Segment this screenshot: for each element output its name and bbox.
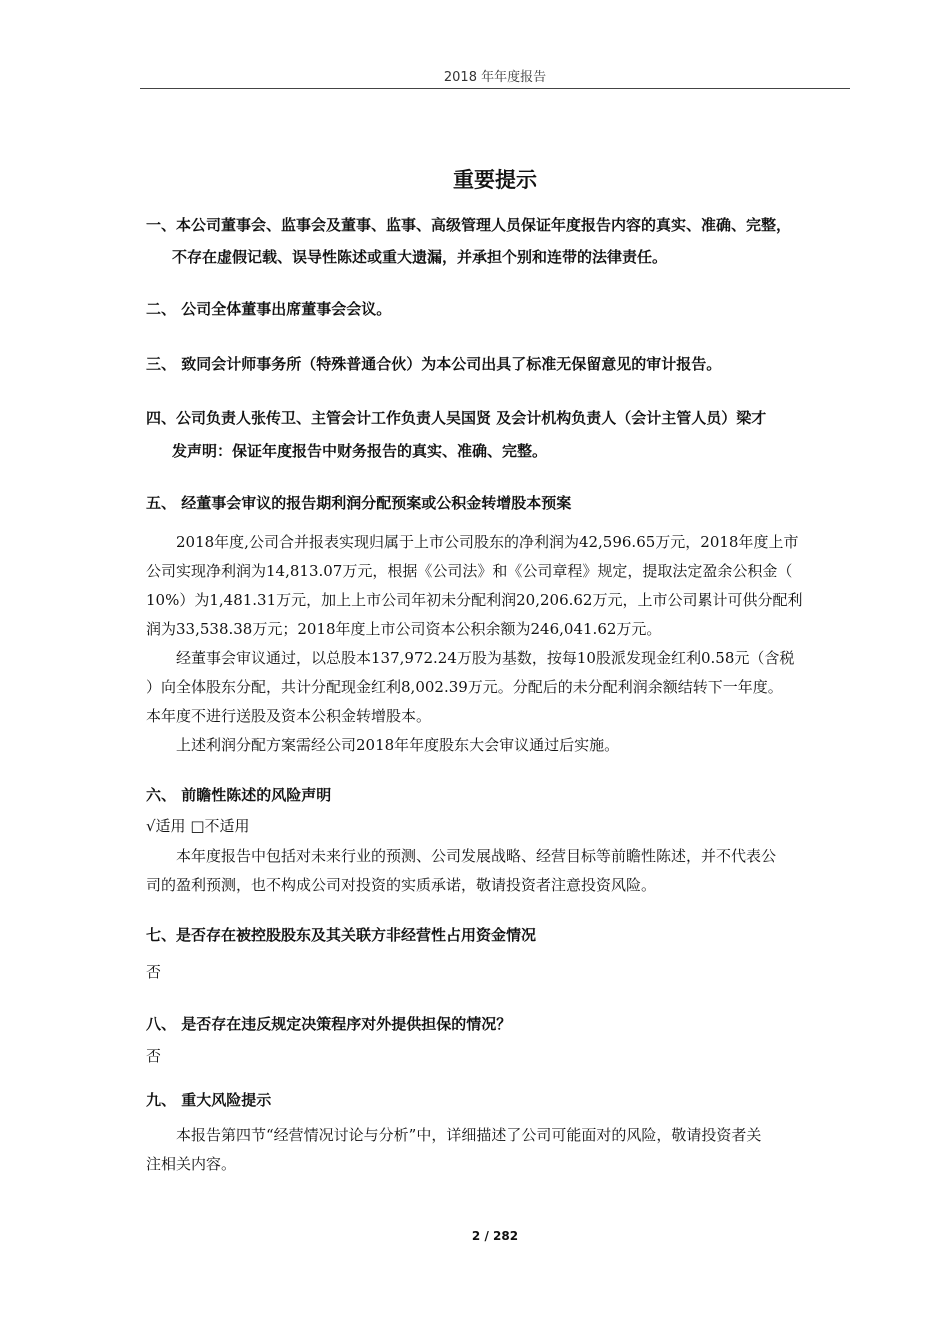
section-1-heading (146, 210, 850, 241)
section-4-number: 四、 (146, 409, 177, 427)
section-7-heading: 七、是否存在被控股股东及其关联方非经营性占用资金情况 (146, 926, 537, 944)
section-5-line: 2018年度,公司合并报表实现归属于上市公司股东的净利润为42,596.65万元，2018年度上市 (176, 533, 799, 551)
section-6-heading: 六、 前瞻性陈述的风险声明 (146, 786, 332, 804)
section-5-line: ）向全体股东分配，共计分配现金红利8,002.39万元。分配后的未分配利润余额结转下一年度。 (146, 678, 783, 696)
section-5-line: 10%）为1,481.31万元，加上上市公司年初未分配利润20,206.62万元，上市公司累计可供分配利 (146, 591, 803, 609)
section-6-line: 本年度报告中包括对未来行业的预测、公司发展战略、经营目标等前瞻性陈述，并不代表公 (176, 847, 777, 865)
section-1-line2: 不存在虚假记载、误导性陈述或重大遗漏，并承担个别和连带的法律责任。 (172, 248, 668, 266)
section-7-answer: 否 (146, 963, 162, 981)
section-9-heading: 九、 重大风险提示 (146, 1091, 272, 1109)
section-6-line: 司的盈利预测，也不构成公司对投资的实质承诺，敬请投资者注意投资风险。 (146, 876, 657, 894)
section-3-heading (146, 349, 850, 380)
page-header: 2018 年年度报告 (443, 70, 547, 85)
section-5-heading: 五、 经董事会审议的报告期利润分配预案或公积金转增股本预案 (146, 494, 572, 512)
section-4-line1: 公司负责人张传卫、主管会计工作负责人吴国贤 及会计机构负责人（会计主管人员）梁才 (176, 409, 767, 427)
section-5-line: 本年度不进行送股及资本公积金转增股本。 (146, 707, 432, 725)
header-divider (140, 88, 850, 89)
section-8-heading: 八、 是否存在违反规定决策程序对外提供担保的情况？ (146, 1015, 512, 1033)
section-4-heading (146, 403, 850, 434)
section-2-number: 二、 (146, 300, 177, 318)
section-5-line: 上述利润分配方案需经公司2018年年度股东大会审议通过后实施。 (176, 736, 620, 754)
section-3-text: 致同会计师事务所（特殊普通合伙）为本公司出具了标准无保留意见的审计报告。 (176, 355, 722, 373)
section-3-number: 三、 (146, 355, 177, 373)
page-title: 重要提示 (453, 168, 537, 192)
section-1-number: 一、 (146, 216, 177, 234)
section-5-line: 润为33,538.38万元；2018年度上市公司资本公积余额为246,041.62万元。 (146, 620, 662, 638)
section-5-line: 经董事会审议通过，以总股本137,972.24万股为基数，按每10股派发现金红利0.58元（含税 (176, 649, 795, 667)
section-9-line: 本报告第四节“经营情况讨论与分析”中，详细描述了公司可能面对的风险，敬请投资者关 (176, 1126, 762, 1144)
section-9-line: 注相关内容。 (146, 1155, 237, 1173)
section-1-line1: 本公司董事会、监事会及董事、监事、高级管理人员保证年度报告内容的真实、准确、完整， (176, 216, 792, 234)
applicability-checkbox-line: √适用 □不适用 (146, 817, 250, 835)
page-number: 2 / 282 (471, 1229, 519, 1243)
section-2-heading (146, 294, 850, 325)
section-4-line2: 发声明：保证年度报告中财务报告的真实、准确、完整。 (172, 442, 548, 460)
section-2-text: 公司全体董事出席董事会会议。 (176, 300, 392, 318)
section-5-line: 公司实现净利润为14,813.07万元，根据《公司法》和《公司章程》规定，提取法定盈余公积金（ (146, 562, 793, 580)
section-8-answer: 否 (146, 1047, 162, 1065)
